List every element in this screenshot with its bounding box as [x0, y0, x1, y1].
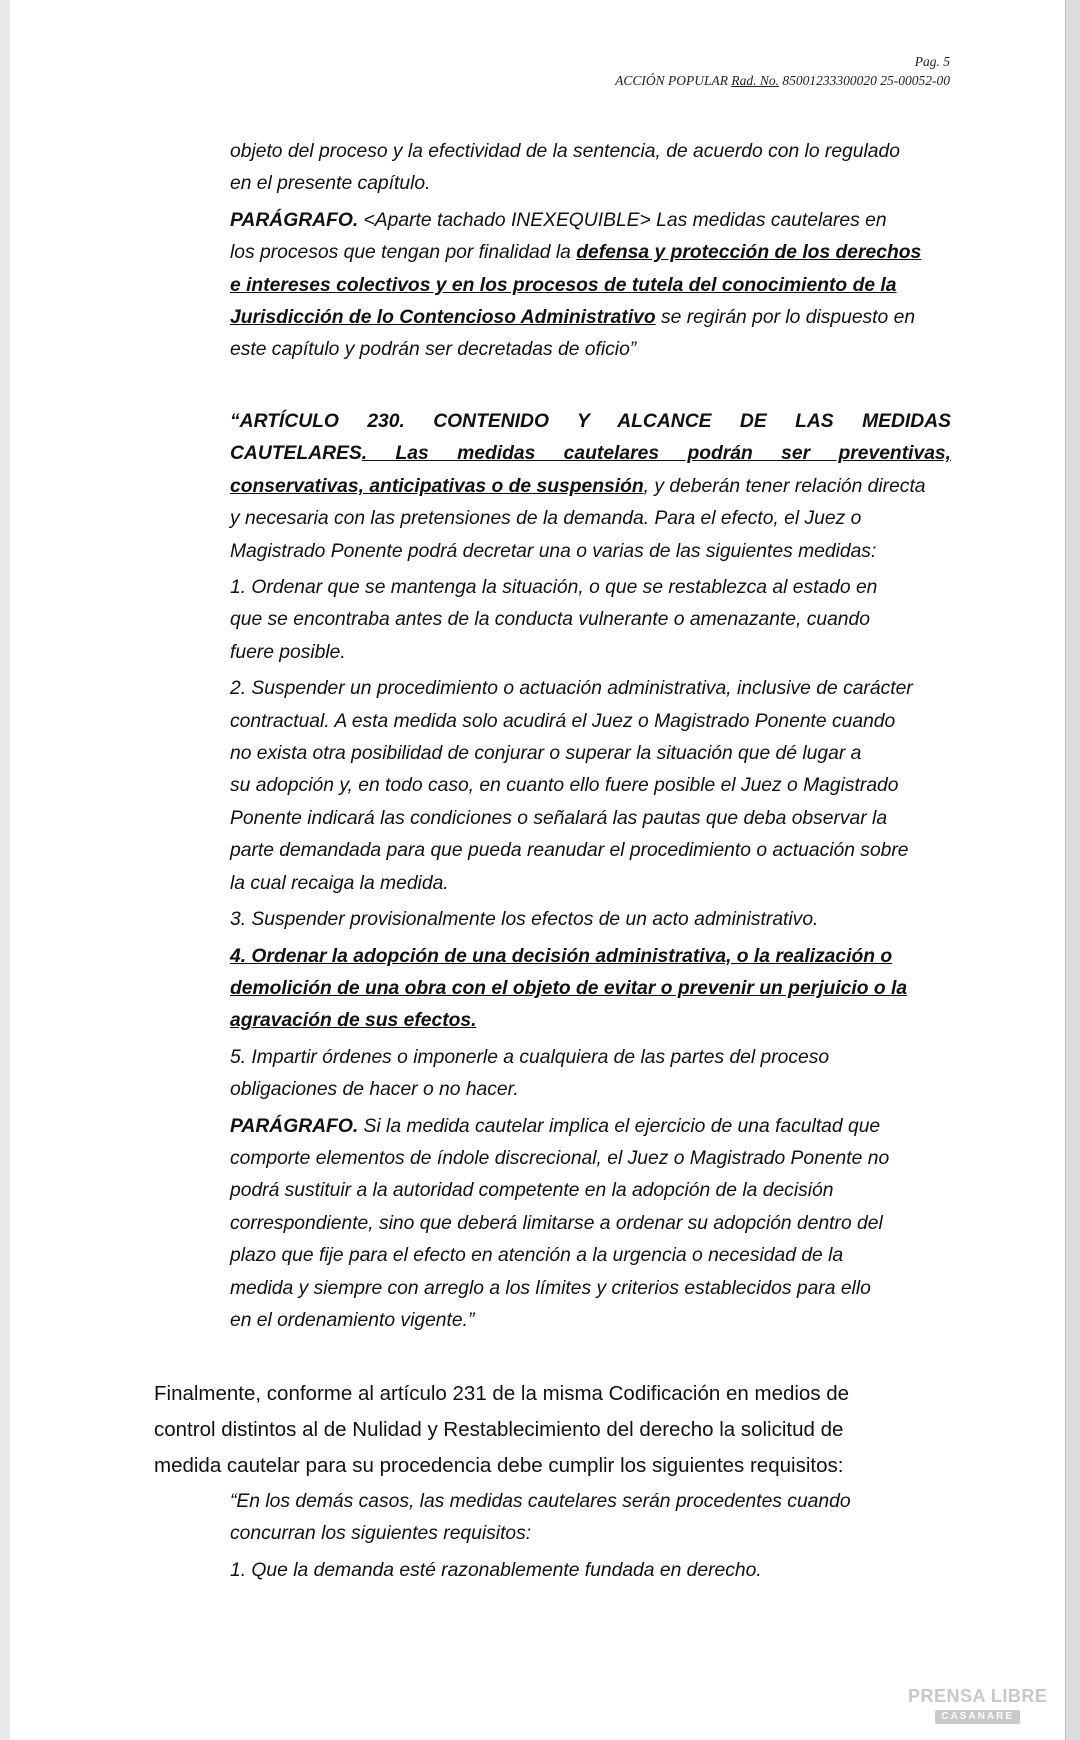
text-line [230, 237, 951, 269]
text-line: medida y siempre con arreglo a los límites y criterios establecidos para ello [230, 1277, 871, 1299]
text-line [230, 270, 951, 302]
rad-label: Rad. No. [731, 73, 779, 88]
rad-number: 85001233300020 25-00052-00 [779, 73, 950, 88]
text-line: y necesaria con las pretensiones de la demanda. Para el efecto, el Juez o [230, 508, 862, 530]
text-line: “En los demás casos, las medidas cautelares serán procedentes cuando [230, 1491, 851, 1512]
text-line: correspondiente, sino que deberá limitarse a ordenar su adopción dentro del [230, 1212, 883, 1234]
body-paragraph [154, 1376, 951, 1484]
text-line: en el ordenamiento vigente.” [230, 1309, 475, 1331]
list-item-1: 1. Que la demanda esté razonablemente fundada en derecho. [230, 1559, 762, 1581]
paragrafo-line [230, 205, 951, 237]
text-span: Si la medida cautelar implica el ejercicio de una facultad que [358, 1115, 881, 1137]
list-item-5: 5. Impartir órdenes o imponerle a cualquiera de las partes del proceso [230, 1046, 830, 1068]
underlined-span: . Las medidas cautelares podrán ser preventivas, [361, 443, 951, 465]
page-header [615, 52, 950, 90]
quote-block-2 [230, 1486, 951, 1587]
underlined-span: demolición de una obra con el objeto de evitar o prevenir un perjuicio o la [230, 977, 908, 999]
article-230-block [230, 406, 951, 1337]
list-item-1: 1. Ordenar que se mantenga la situación, o que se restablezca al estado en [230, 577, 878, 599]
watermark-subtitle: CASANARE [935, 1710, 1020, 1724]
paragrafo-label: PARÁGRAFO. [230, 1115, 359, 1137]
paragrafo-label: PARÁGRAFO. [230, 209, 359, 231]
text-line: control distintos al de Nulidad y Restablecimiento del derecho la solicitud de [154, 1418, 844, 1441]
scan-right-edge [1066, 0, 1080, 1740]
text-line: plazo que fije para el efecto en atención a la urgencia o necesidad de la [230, 1245, 844, 1267]
scan-left-edge [0, 0, 10, 1740]
text-span: se regirán por lo dispuesto en [655, 307, 916, 329]
quote-block-1 [230, 136, 951, 367]
text-line: podrá sustituir a la autoridad competente en la adopción de la decisión [230, 1180, 834, 1202]
text-line: este capítulo y podrán ser decretadas de oficio” [230, 339, 637, 361]
text-line [230, 302, 951, 334]
underlined-span: Jurisdicción de lo Contencioso Administrativo [230, 307, 656, 329]
article-title-cont: CAUTELARES [230, 443, 362, 465]
watermark-logo [908, 1686, 1047, 1724]
underlined-span: e intereses colectivos y en los procesos de tutela del conocimiento de la [230, 274, 897, 296]
text-line: comporte elementos de índole discrecional, el Juez o Magistrado Ponente no [230, 1147, 890, 1169]
list-item-2: 2. Suspender un procedimiento o actuación administrativa, inclusive de carácter [230, 678, 913, 700]
paragrafo-line [230, 1111, 951, 1143]
text-line: Finalmente, conforme al artículo 231 de la misma Codificación en medios de [154, 1382, 850, 1405]
text-line [230, 438, 951, 470]
action-type: ACCIÓN POPULAR [615, 73, 732, 88]
watermark-title: PRENSA LIBRE [908, 1686, 1048, 1706]
text-line: parte demandada para que pueda reanudar el procedimiento o actuación sobre [230, 840, 909, 862]
underlined-span: 4. Ordenar la adopción de una decisión administrativa, o la realización o [230, 945, 893, 967]
list-item-4 [230, 941, 951, 973]
text-line: que se encontraba antes de la conducta vulnerante o amenazante, cuando [230, 609, 870, 631]
text-line: concurran los siguientes requisitos: [230, 1523, 532, 1545]
list-item-3: 3. Suspender provisionalmente los efectos de un acto administrativo. [230, 909, 819, 931]
text-line [230, 1005, 951, 1037]
text-line: obligaciones de hacer o no hacer. [230, 1079, 519, 1101]
text-line: Magistrado Ponente podrá decretar una o varias de las siguientes medidas: [230, 540, 877, 562]
text-line: fuere posible. [230, 641, 346, 663]
text-line [230, 471, 951, 503]
text-line: en el presente capítulo. [230, 173, 431, 195]
text-line: la cual recaiga la medida. [230, 872, 449, 894]
text-line: objeto del proceso y la efectividad de la sentencia, de acuerdo con lo regulado [230, 141, 900, 162]
text-line: no exista otra posibilidad de conjurar o superar la situación que dé lugar a [230, 743, 862, 765]
text-span: , y deberán tener relación directa [643, 475, 926, 497]
underlined-span: conservativas, anticipativas o de suspensión [230, 475, 644, 497]
text-line: su adopción y, en todo caso, en cuanto ello fuere posible el Juez o Magistrado [230, 775, 899, 797]
text-line: Ponente indicará las condiciones o señalará las pautas que deba observar la [230, 807, 888, 829]
text-span: los procesos que tengan por finalidad la [230, 242, 577, 264]
underlined-span: defensa y protección de los derechos [576, 242, 922, 264]
text-span: <Aparte tachado INEXEQUIBLE> Las medidas cautelares en [358, 209, 887, 231]
article-title: “ARTÍCULO 230. CONTENIDO Y ALCANCE DE LAS MEDIDAS [230, 411, 951, 432]
underlined-span: agravación de sus efectos. [230, 1010, 477, 1032]
article-heading [230, 406, 951, 438]
text-line: medida cautelar para su procedencia debe cumplir los siguientes requisitos: [154, 1454, 844, 1477]
page-number: Pag. 5 [914, 54, 950, 69]
case-reference [615, 71, 950, 90]
text-line [230, 973, 951, 1005]
text-line: contractual. A esta medida solo acudirá el Juez o Magistrado Ponente cuando [230, 710, 896, 732]
